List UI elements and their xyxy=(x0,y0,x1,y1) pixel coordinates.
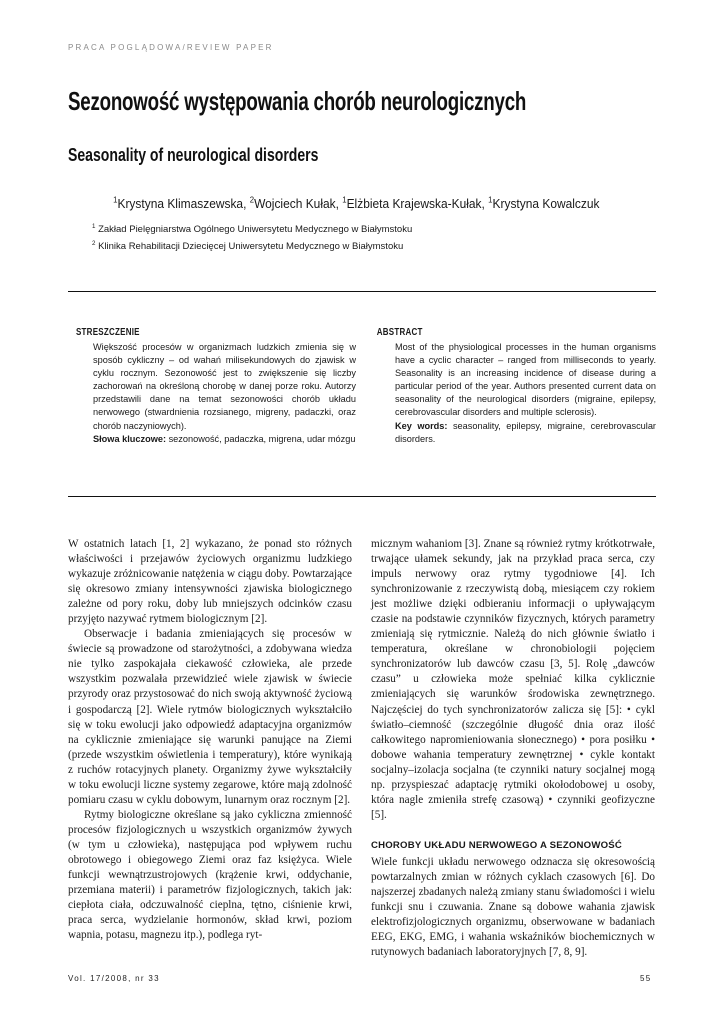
paragraph: Rytmy biologiczne określane są jako cykliczna zmienność procesów fizjologicznych u wszystkich organizmów żywych (w tym u człowieka), następująca pod wpływem ruchu obrotowego i obiegowego Ziemi oraz faz księżyca. Wiele funkcji wewnątrzustrojowych (krążenie krwi, oddychanie, przemiana materii) i parametrów fizjologicznych, takich jak: ciepłota ciała, odczuwalność cieplna, tętno, ciśnienie krwi, praca serca, wydzielanie hormonów, skład krwi, poziom wapnia, potasu, magnezu itp.), podlega ryt- xyxy=(68,808,352,942)
abstract-pl-body: Większość procesów w organizmach ludzkich zmienia się w sposób cykliczny – od wahań milisekundowych do zjawisk w cyklu rocznym. Sezonowość jest to zwiększenie się liczby zachorowań na określoną chorobę w danej porze roku. Autorzy przedstawili dane na temat sezonowości chorób układu nerwowego (stwardnienia rozsianego, migreny, padaczki, oraz chorób naczyniowych). Słowa kluczowe: sezonowość, padaczka, migrena, udar mózgu xyxy=(93,342,356,444)
divider xyxy=(68,291,656,292)
keywords-label: Key words: xyxy=(395,420,448,431)
footer-volume: Vol. 17/2008, nr 33 xyxy=(68,974,160,983)
author: $^1$Krystyna Kowalczuk xyxy=(488,194,600,211)
affiliation: $^2$ Klinika Rehabilitacji Dziecięcej Uniwersytetu Medycznego w Białymstoku xyxy=(92,239,404,252)
page-number: 55 xyxy=(640,974,652,983)
paragraph: W ostatnich latach [1, 2] wykazano, że ponad sto różnych właściwości i przejawów życiowych organizmu ludzkiego wykazuje zróżnicowanie natężenia w ciągu doby. Powtarzające się okresowo zmiany intensywności zjawiska biologicznego zależne od pory roku, doby lub mniejszych odcinków czasu przyjęto nazywać rytmem biologicznym [2]. xyxy=(68,538,352,626)
article-title-en: Seasonality of neurological disorders xyxy=(68,145,319,165)
paragraph: micznym wahaniom [3]. Znane są również rytmy krótkotrwałe, trwające ułamek sekundy, jak na przykład praca serca, czy impuls nerwowy oraz rytmy tygodniowe [4]. Ich synchronizowanie z rzeczywistą dobą, miesiącem czy rokiem jest możliwe dzięki odbieraniu informacji o upływającym czasie na podstawie czynników fizycznych, których parametry zmieniają się rytmicznie. Należą do nich głównie światło i temperatura, określane w chronobiologii pojęciem synchronizatorów lub dawców czasu [3, 5]. Rolę „dawców czasu” u człowieka może spełniać kilka cyklicznie zmieniających się warunków środowiska zewnętrznego. Najczęściej do tych synchronizatorów zalicza się [5]: • cykl światło–ciemność (szczególnie długość dnia oraz ilość całkowitego napromieniowania słonecznego) • pora posiłku • dobowe wahania temperatury zewnętrznej • cykle kontakt socjalny–izolacja socjalna (te czynniki natury socjalnej mogą np. przyspieszać adaptację rytmiki okołodobowej u osoby, która nagle zmieniła strefę czasową) • czynniki geofizyczne [5]. xyxy=(371,538,655,821)
abstract-en-heading: ABSTRACT xyxy=(376,327,423,338)
affiliation: $^1$ Zakład Pielęgniarstwa Ogólnego Uniwersytetu Medycznego w Białymstoku xyxy=(92,222,413,235)
author: $^1$Elżbieta Krajewska-Kułak, xyxy=(342,194,489,211)
keywords: sezonowość, padaczka, migrena, udar mózgu xyxy=(166,433,356,444)
abstract-en-body: Most of the physiological processes in the human organisms have a cyclic character – ranged from milliseconds to yearly. Seasonality is an increasing incidence of disease during a particular period of the year. Authors presented current data on seasonality of the neurological disorders (migraine, epilepsy, cerebrovascular disorders and multiple sclerosis). Key words: seasonality, epilepsy, migraine, cerebrovascular disorders. xyxy=(395,342,656,444)
author-list xyxy=(113,196,599,211)
body-column-left xyxy=(68,537,352,943)
divider xyxy=(68,496,656,497)
paragraph: Wiele funkcji układu nerwowego odznacza się okresowością powtarzalnych zmian w różnych cyklach czasowych [6]. Do najszerzej zbadanych należą zmiany stanu świadomości i wielu funkcji snu i czuwania. Znane są dobowe wahania zjawisk elektrofizjologicznych organizmu, obserwowane w badaniach EEG, EKG, EMG, i wahania wskaźników biochemicznych w rutynowych badaniach laboratoryjnych [7, 8, 9]. xyxy=(371,855,655,959)
keywords: seasonality, epilepsy, migraine, cerebrovascular disorders. xyxy=(395,420,656,444)
article-title-pl: Sezonowość występowania chorób neurologicznych xyxy=(68,86,527,116)
paragraph: Obserwacje i badania zmieniających się procesów w świecie są prowadzone od starożytności, a zdobywana wiedza nie tylko zaspokajała ciekawość człowieka, ale przede wszystkim pozwalała przewidzieć wiele zjawisk w świecie przyrody oraz przystosować do nich swoją aktywność życiową i gospodarczą [2]. Wiele rytmów biologicznych wykształciło się w toku ewolucji jako odpowiedź adaptacyjna organizmów na cyklicznie zmieniające się warunki panujące na Ziemi (przede wszystkim oświetlenia i temperatury), które wynikają z ruchów rotacyjnych planety. Organizmy żywe wykształciły w toku ewolucji liczne systemy zegarowe, które mają zdolność pomiaru czasu w cyklu dobowym, lunarnym oraz rocznym [2]. xyxy=(68,628,352,806)
abstract-pl-heading: STRESZCZENIE xyxy=(75,327,140,338)
keywords-label: Słowa kluczowe: xyxy=(93,433,167,444)
section-heading: CHOROBY UKŁADU NERWOWEGO A SEZONOWOŚĆ xyxy=(371,839,622,851)
author: $^1$Krystyna Klimaszewska, xyxy=(113,194,250,211)
author: $^2$Wojciech Kułak, xyxy=(249,194,343,211)
journal-section-label: PRACA POGLĄDOWA/REVIEW PAPER xyxy=(68,43,274,52)
body-column-right xyxy=(371,537,655,960)
